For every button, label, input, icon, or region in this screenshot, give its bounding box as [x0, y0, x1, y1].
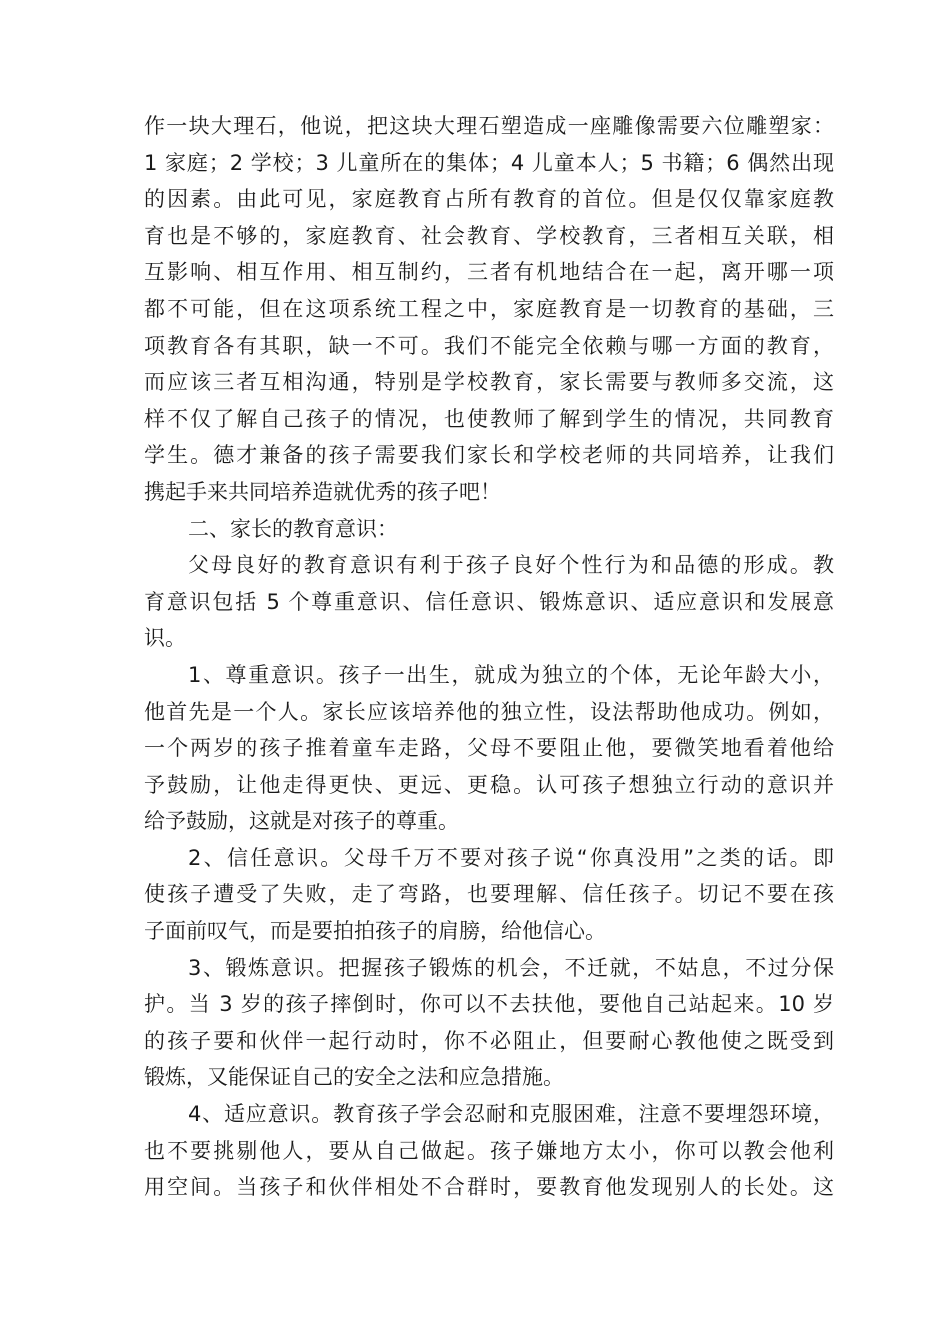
text-line: 父母良好的教育意识有利于孩子良好个性行为和品德的形成。教: [188, 553, 834, 578]
text-line: 的因素。由此可见，家庭教育占所有教育的首位。但是仅仅靠家庭教: [144, 187, 834, 212]
text-line: 都不可能，但在这项系统工程之中，家庭教育是一切教育的基础，三: [144, 296, 834, 321]
text-line: 育也是不够的，家庭教育、社会教育、学校教育，三者相互关联，相: [144, 223, 834, 248]
text-line: 1、尊重意识。孩子一出生，就成为独立的个体，无论年龄大小，: [188, 662, 834, 687]
text-line: 二、家长的教育意识：: [188, 516, 398, 541]
text-line: 3、锻炼意识。把握孩子锻炼的机会，不迁就，不姑息，不过分保: [188, 955, 834, 980]
text-line: 作一块大理石，他说，把这块大理石塑造成一座雕像需要六位雕塑家：: [144, 114, 834, 138]
text-line: 2、信任意识。父母千万不要对孩子说“你真没用”之类的话。即: [188, 845, 834, 870]
text-line: 项教育各有其职，缺一不可。我们不能完全依赖与哪一方面的教育，: [144, 333, 834, 358]
text-line: 他首先是一个人。家长应该培养他的独立性，设法帮助他成功。例如，: [144, 699, 834, 724]
text-line: 育意识包括 5 个尊重意识、信任意识、锻炼意识、适应意识和发展意: [144, 589, 834, 614]
document-body: [144, 108, 834, 1206]
text-line: 4、适应意识。教育孩子学会忍耐和克服困难，注意不要埋怨环境，: [188, 1102, 834, 1127]
text-line: 给予鼓励，这就是对孩子的尊重。: [144, 809, 459, 834]
text-line: 一个两岁的孩子推着童车走路，父母不要阻止他，要微笑地看着他给: [144, 736, 834, 761]
text-line: 予鼓励，让他走得更快、更远、更稳。认可孩子想独立行动的意识并: [144, 772, 834, 797]
text-line: 子面前叹气，而是要拍拍孩子的肩膀，给他信心。: [144, 919, 606, 944]
text-line: 而应该三者互相沟通，特别是学校教育，家长需要与教师多交流，这: [144, 370, 834, 395]
text-line: 互影响、相互作用、相互制约，三者有机地结合在一起，离开哪一项: [144, 260, 834, 285]
text-line: 用空间。当孩子和伙伴相处不合群时，要教育他发现别人的长处。这: [144, 1175, 834, 1200]
text-line: 1 家庭；2 学校；3 儿童所在的集体；4 儿童本人；5 书籍；6 偶然出现: [144, 150, 834, 175]
text-line: 护。当 3 岁的孩子摔倒时，你可以不去扶他，要他自己站起来。10 岁: [144, 992, 834, 1017]
text-line: 使孩子遭受了失败，走了弯路，也要理解、信任孩子。切记不要在孩: [144, 882, 834, 907]
text-line: 的孩子要和伙伴一起行动时，你不必阻止，但要耐心教他使之既受到: [144, 1028, 834, 1053]
text-line: 锻炼，又能保证自己的安全之法和应急措施。: [144, 1065, 564, 1090]
text-line: 也不要挑剔他人，要从自己做起。孩子嫌地方太小，你可以教会他利: [144, 1138, 834, 1163]
text-line: 学生。德才兼备的孩子需要我们家长和学校老师的共同培养，让我们: [144, 443, 834, 468]
text-line: 携起手来共同培养造就优秀的孩子吧！: [144, 479, 501, 504]
text-line: 识。: [144, 626, 186, 651]
text-line: 样不仅了解自己孩子的情况，也使教师了解到学生的情况，共同教育: [144, 406, 834, 431]
